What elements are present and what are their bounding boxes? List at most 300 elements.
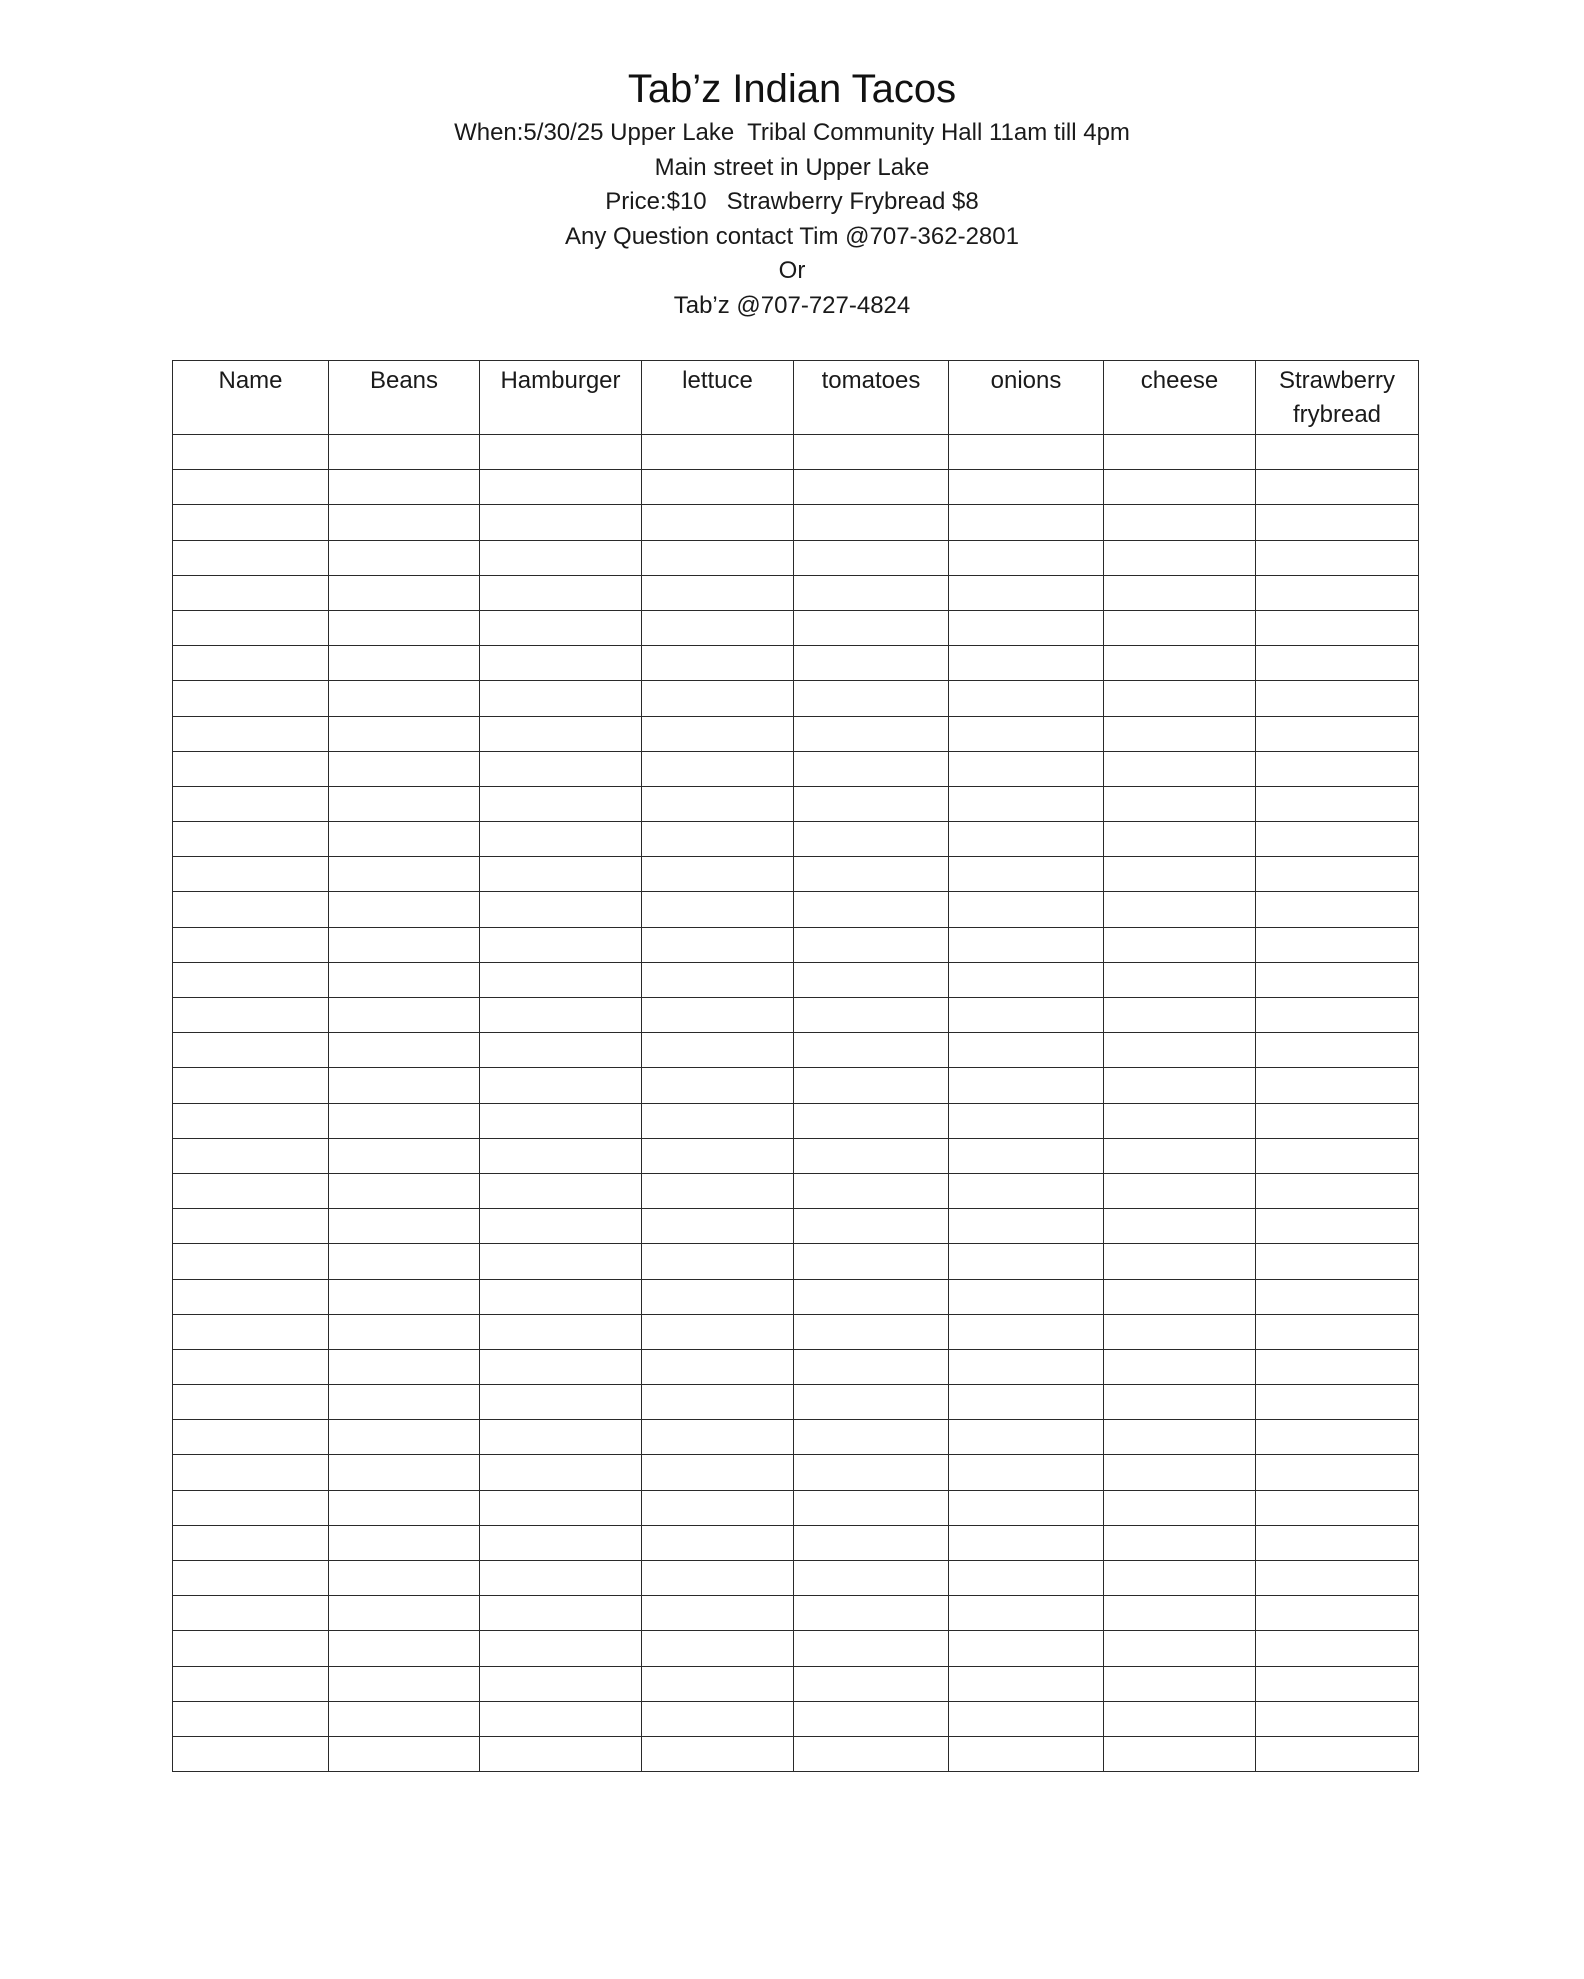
order-cell[interactable] [480,786,642,821]
order-cell[interactable] [949,575,1104,610]
order-cell[interactable] [949,716,1104,751]
order-cell[interactable] [329,1736,480,1771]
order-cell[interactable] [642,1631,794,1666]
order-cell[interactable] [1256,575,1419,610]
order-cell[interactable] [329,998,480,1033]
order-cell[interactable] [1104,1279,1256,1314]
order-cell[interactable] [794,822,949,857]
order-cell[interactable] [1104,1631,1256,1666]
order-cell[interactable] [1104,1385,1256,1420]
order-cell[interactable] [173,1490,329,1525]
order-cell[interactable] [1104,786,1256,821]
order-cell[interactable] [1256,1561,1419,1596]
order-cell[interactable] [642,1736,794,1771]
order-cell[interactable] [642,1173,794,1208]
order-cell[interactable] [173,1631,329,1666]
order-cell[interactable] [1256,1033,1419,1068]
order-cell[interactable] [949,1033,1104,1068]
order-cell[interactable] [794,1349,949,1384]
order-cell[interactable] [1104,716,1256,751]
order-cell[interactable] [480,1631,642,1666]
order-cell[interactable] [173,927,329,962]
order-cell[interactable] [480,1349,642,1384]
order-cell[interactable] [173,1701,329,1736]
order-cell[interactable] [480,1736,642,1771]
order-cell[interactable] [642,435,794,470]
order-cell[interactable] [480,927,642,962]
order-cell[interactable] [642,1244,794,1279]
order-cell[interactable] [1104,435,1256,470]
order-cell[interactable] [1256,646,1419,681]
order-cell[interactable] [173,435,329,470]
order-cell[interactable] [642,1349,794,1384]
order-cell[interactable] [480,1420,642,1455]
order-cell[interactable] [329,1349,480,1384]
order-cell[interactable] [794,1736,949,1771]
order-cell[interactable] [1256,1631,1419,1666]
order-cell[interactable] [949,681,1104,716]
order-cell[interactable] [794,1033,949,1068]
order-cell[interactable] [794,1103,949,1138]
order-cell[interactable] [642,1385,794,1420]
order-cell[interactable] [329,1631,480,1666]
order-cell[interactable] [173,998,329,1033]
order-cell[interactable] [329,857,480,892]
order-cell[interactable] [329,1666,480,1701]
order-cell[interactable] [173,1279,329,1314]
order-cell[interactable] [794,1244,949,1279]
order-cell[interactable] [949,1455,1104,1490]
order-cell[interactable] [1256,1173,1419,1208]
order-cell[interactable] [173,505,329,540]
order-cell[interactable] [794,681,949,716]
order-cell[interactable] [1256,1314,1419,1349]
order-cell[interactable] [329,927,480,962]
order-cell[interactable] [173,1561,329,1596]
order-cell[interactable] [173,470,329,505]
order-cell[interactable] [1104,1349,1256,1384]
order-cell[interactable] [949,892,1104,927]
order-cell[interactable] [1256,1209,1419,1244]
order-cell[interactable] [1104,1420,1256,1455]
order-cell[interactable] [480,575,642,610]
order-cell[interactable] [480,716,642,751]
order-cell[interactable] [1104,470,1256,505]
order-cell[interactable] [1104,610,1256,645]
order-cell[interactable] [173,1349,329,1384]
order-cell[interactable] [949,927,1104,962]
order-cell[interactable] [329,751,480,786]
order-cell[interactable] [329,505,480,540]
order-cell[interactable] [794,1138,949,1173]
order-cell[interactable] [642,1525,794,1560]
order-cell[interactable] [173,1068,329,1103]
order-cell[interactable] [1256,1455,1419,1490]
order-cell[interactable] [949,1420,1104,1455]
order-cell[interactable] [173,575,329,610]
order-cell[interactable] [949,1173,1104,1208]
order-cell[interactable] [329,1525,480,1560]
order-cell[interactable] [949,505,1104,540]
order-cell[interactable] [329,822,480,857]
order-cell[interactable] [794,962,949,997]
order-cell[interactable] [1104,892,1256,927]
order-cell[interactable] [173,1244,329,1279]
order-cell[interactable] [1256,1736,1419,1771]
order-cell[interactable] [794,610,949,645]
order-cell[interactable] [329,1314,480,1349]
order-cell[interactable] [1256,1490,1419,1525]
order-cell[interactable] [794,1068,949,1103]
order-cell[interactable] [329,1420,480,1455]
order-cell[interactable] [480,1068,642,1103]
order-cell[interactable] [173,1666,329,1701]
order-cell[interactable] [173,1420,329,1455]
order-cell[interactable] [642,822,794,857]
order-cell[interactable] [173,716,329,751]
order-cell[interactable] [794,751,949,786]
order-cell[interactable] [794,1420,949,1455]
order-cell[interactable] [329,1490,480,1525]
order-cell[interactable] [329,1068,480,1103]
order-cell[interactable] [949,1631,1104,1666]
order-cell[interactable] [329,575,480,610]
order-cell[interactable] [642,505,794,540]
order-cell[interactable] [642,1103,794,1138]
order-cell[interactable] [480,1209,642,1244]
order-cell[interactable] [794,892,949,927]
order-cell[interactable] [642,646,794,681]
order-cell[interactable] [1104,540,1256,575]
order-cell[interactable] [329,1033,480,1068]
order-cell[interactable] [1104,1033,1256,1068]
order-cell[interactable] [1104,857,1256,892]
order-cell[interactable] [480,1103,642,1138]
order-cell[interactable] [173,1173,329,1208]
order-cell[interactable] [480,1138,642,1173]
order-cell[interactable] [173,1103,329,1138]
order-cell[interactable] [173,1525,329,1560]
order-cell[interactable] [329,540,480,575]
order-cell[interactable] [480,1314,642,1349]
order-cell[interactable] [329,681,480,716]
order-cell[interactable] [949,1525,1104,1560]
order-cell[interactable] [173,646,329,681]
order-cell[interactable] [480,610,642,645]
order-cell[interactable] [329,435,480,470]
order-cell[interactable] [1256,1244,1419,1279]
order-cell[interactable] [949,751,1104,786]
order-cell[interactable] [329,1279,480,1314]
order-cell[interactable] [173,1033,329,1068]
order-cell[interactable] [1256,505,1419,540]
order-cell[interactable] [642,1314,794,1349]
order-cell[interactable] [1256,857,1419,892]
order-cell[interactable] [1256,892,1419,927]
order-cell[interactable] [329,1596,480,1631]
order-cell[interactable] [1104,681,1256,716]
order-cell[interactable] [1104,1314,1256,1349]
order-cell[interactable] [794,786,949,821]
order-cell[interactable] [329,962,480,997]
order-cell[interactable] [173,1138,329,1173]
order-cell[interactable] [480,470,642,505]
order-cell[interactable] [794,1701,949,1736]
order-cell[interactable] [1104,1244,1256,1279]
order-cell[interactable] [1104,1209,1256,1244]
order-cell[interactable] [1104,1103,1256,1138]
order-cell[interactable] [329,1103,480,1138]
order-cell[interactable] [794,857,949,892]
order-cell[interactable] [480,1701,642,1736]
order-cell[interactable] [1256,1349,1419,1384]
order-cell[interactable] [1256,1596,1419,1631]
order-cell[interactable] [1256,751,1419,786]
order-cell[interactable] [173,1314,329,1349]
order-cell[interactable] [1104,1701,1256,1736]
order-cell[interactable] [173,1385,329,1420]
order-cell[interactable] [1104,1455,1256,1490]
order-cell[interactable] [642,1701,794,1736]
order-cell[interactable] [1256,1525,1419,1560]
order-cell[interactable] [329,786,480,821]
order-cell[interactable] [1256,1385,1419,1420]
order-cell[interactable] [329,1455,480,1490]
order-cell[interactable] [794,927,949,962]
order-cell[interactable] [329,1173,480,1208]
order-cell[interactable] [480,962,642,997]
order-cell[interactable] [949,1666,1104,1701]
order-cell[interactable] [329,716,480,751]
order-cell[interactable] [949,646,1104,681]
order-cell[interactable] [794,998,949,1033]
order-cell[interactable] [1256,927,1419,962]
order-cell[interactable] [794,1561,949,1596]
order-cell[interactable] [949,1349,1104,1384]
order-cell[interactable] [1256,962,1419,997]
order-cell[interactable] [794,1666,949,1701]
order-cell[interactable] [480,892,642,927]
order-cell[interactable] [642,892,794,927]
order-cell[interactable] [1104,1736,1256,1771]
order-cell[interactable] [794,1279,949,1314]
order-cell[interactable] [794,1314,949,1349]
order-cell[interactable] [1104,998,1256,1033]
order-cell[interactable] [329,1701,480,1736]
order-cell[interactable] [642,1068,794,1103]
order-cell[interactable] [480,1385,642,1420]
order-cell[interactable] [794,505,949,540]
order-cell[interactable] [329,1244,480,1279]
order-cell[interactable] [480,1173,642,1208]
order-cell[interactable] [1256,998,1419,1033]
order-cell[interactable] [1256,540,1419,575]
order-cell[interactable] [642,1279,794,1314]
order-cell[interactable] [642,1561,794,1596]
order-cell[interactable] [329,892,480,927]
order-cell[interactable] [642,681,794,716]
order-cell[interactable] [480,1279,642,1314]
order-cell[interactable] [1256,1666,1419,1701]
order-cell[interactable] [949,470,1104,505]
order-cell[interactable] [642,540,794,575]
order-cell[interactable] [642,751,794,786]
order-cell[interactable] [173,681,329,716]
order-cell[interactable] [949,1385,1104,1420]
order-cell[interactable] [480,1596,642,1631]
order-cell[interactable] [480,751,642,786]
order-cell[interactable] [642,1666,794,1701]
order-cell[interactable] [1256,610,1419,645]
order-cell[interactable] [949,1490,1104,1525]
order-cell[interactable] [1256,822,1419,857]
order-cell[interactable] [949,1103,1104,1138]
order-cell[interactable] [1104,1138,1256,1173]
order-cell[interactable] [949,1736,1104,1771]
order-cell[interactable] [642,786,794,821]
order-cell[interactable] [949,1561,1104,1596]
order-cell[interactable] [329,646,480,681]
order-cell[interactable] [949,1068,1104,1103]
order-cell[interactable] [794,1596,949,1631]
order-cell[interactable] [480,822,642,857]
order-cell[interactable] [173,1455,329,1490]
order-cell[interactable] [480,1490,642,1525]
order-cell[interactable] [1104,575,1256,610]
order-cell[interactable] [1104,1490,1256,1525]
order-cell[interactable] [1256,1138,1419,1173]
order-cell[interactable] [1104,1068,1256,1103]
order-cell[interactable] [949,962,1104,997]
order-cell[interactable] [480,435,642,470]
order-cell[interactable] [1256,1701,1419,1736]
order-cell[interactable] [642,927,794,962]
order-cell[interactable] [642,1209,794,1244]
order-cell[interactable] [949,1279,1104,1314]
order-cell[interactable] [480,1455,642,1490]
order-cell[interactable] [1104,962,1256,997]
order-cell[interactable] [794,716,949,751]
order-cell[interactable] [1256,435,1419,470]
order-cell[interactable] [949,610,1104,645]
order-cell[interactable] [173,1596,329,1631]
order-cell[interactable] [1104,1666,1256,1701]
order-cell[interactable] [642,962,794,997]
order-cell[interactable] [794,435,949,470]
order-cell[interactable] [1104,1596,1256,1631]
order-cell[interactable] [1104,1173,1256,1208]
order-cell[interactable] [794,575,949,610]
order-cell[interactable] [173,1209,329,1244]
order-cell[interactable] [642,1420,794,1455]
order-cell[interactable] [1256,786,1419,821]
order-cell[interactable] [173,892,329,927]
order-cell[interactable] [794,1631,949,1666]
order-cell[interactable] [949,1314,1104,1349]
order-cell[interactable] [480,1244,642,1279]
order-cell[interactable] [642,1455,794,1490]
order-cell[interactable] [642,1138,794,1173]
order-cell[interactable] [642,470,794,505]
order-cell[interactable] [794,540,949,575]
order-cell[interactable] [173,786,329,821]
order-cell[interactable] [480,505,642,540]
order-cell[interactable] [1256,1279,1419,1314]
order-cell[interactable] [1256,1103,1419,1138]
order-cell[interactable] [794,1455,949,1490]
order-cell[interactable] [949,1209,1104,1244]
order-cell[interactable] [329,1138,480,1173]
order-cell[interactable] [949,786,1104,821]
order-cell[interactable] [480,1561,642,1596]
order-cell[interactable] [642,610,794,645]
order-cell[interactable] [949,857,1104,892]
order-cell[interactable] [480,998,642,1033]
order-cell[interactable] [794,1173,949,1208]
order-cell[interactable] [1104,1561,1256,1596]
order-cell[interactable] [949,998,1104,1033]
order-cell[interactable] [794,1490,949,1525]
order-cell[interactable] [329,1385,480,1420]
order-cell[interactable] [480,646,642,681]
order-cell[interactable] [1256,716,1419,751]
order-cell[interactable] [642,1596,794,1631]
order-cell[interactable] [1104,822,1256,857]
order-cell[interactable] [949,1244,1104,1279]
order-cell[interactable] [794,1385,949,1420]
order-cell[interactable] [949,822,1104,857]
order-cell[interactable] [1104,927,1256,962]
order-cell[interactable] [642,998,794,1033]
order-cell[interactable] [480,1666,642,1701]
order-cell[interactable] [329,1209,480,1244]
order-cell[interactable] [173,540,329,575]
order-cell[interactable] [794,1209,949,1244]
order-cell[interactable] [173,962,329,997]
order-cell[interactable] [642,857,794,892]
order-cell[interactable] [1104,751,1256,786]
order-cell[interactable] [480,681,642,716]
order-cell[interactable] [329,1561,480,1596]
order-cell[interactable] [329,610,480,645]
order-cell[interactable] [794,646,949,681]
order-cell[interactable] [173,857,329,892]
order-cell[interactable] [480,857,642,892]
order-cell[interactable] [642,575,794,610]
order-cell[interactable] [173,1736,329,1771]
order-cell[interactable] [1256,681,1419,716]
order-cell[interactable] [1104,505,1256,540]
order-cell[interactable] [480,540,642,575]
order-cell[interactable] [173,822,329,857]
order-cell[interactable] [1104,1525,1256,1560]
order-cell[interactable] [949,540,1104,575]
order-cell[interactable] [1256,1068,1419,1103]
order-cell[interactable] [329,470,480,505]
order-cell[interactable] [949,1701,1104,1736]
order-cell[interactable] [480,1033,642,1068]
order-cell[interactable] [949,435,1104,470]
order-cell[interactable] [642,1490,794,1525]
order-cell[interactable] [794,1525,949,1560]
order-cell[interactable] [480,1525,642,1560]
order-cell[interactable] [173,751,329,786]
order-cell[interactable] [642,1033,794,1068]
order-cell[interactable] [1256,1420,1419,1455]
order-cell[interactable] [794,470,949,505]
order-cell[interactable] [949,1596,1104,1631]
order-cell[interactable] [1256,470,1419,505]
